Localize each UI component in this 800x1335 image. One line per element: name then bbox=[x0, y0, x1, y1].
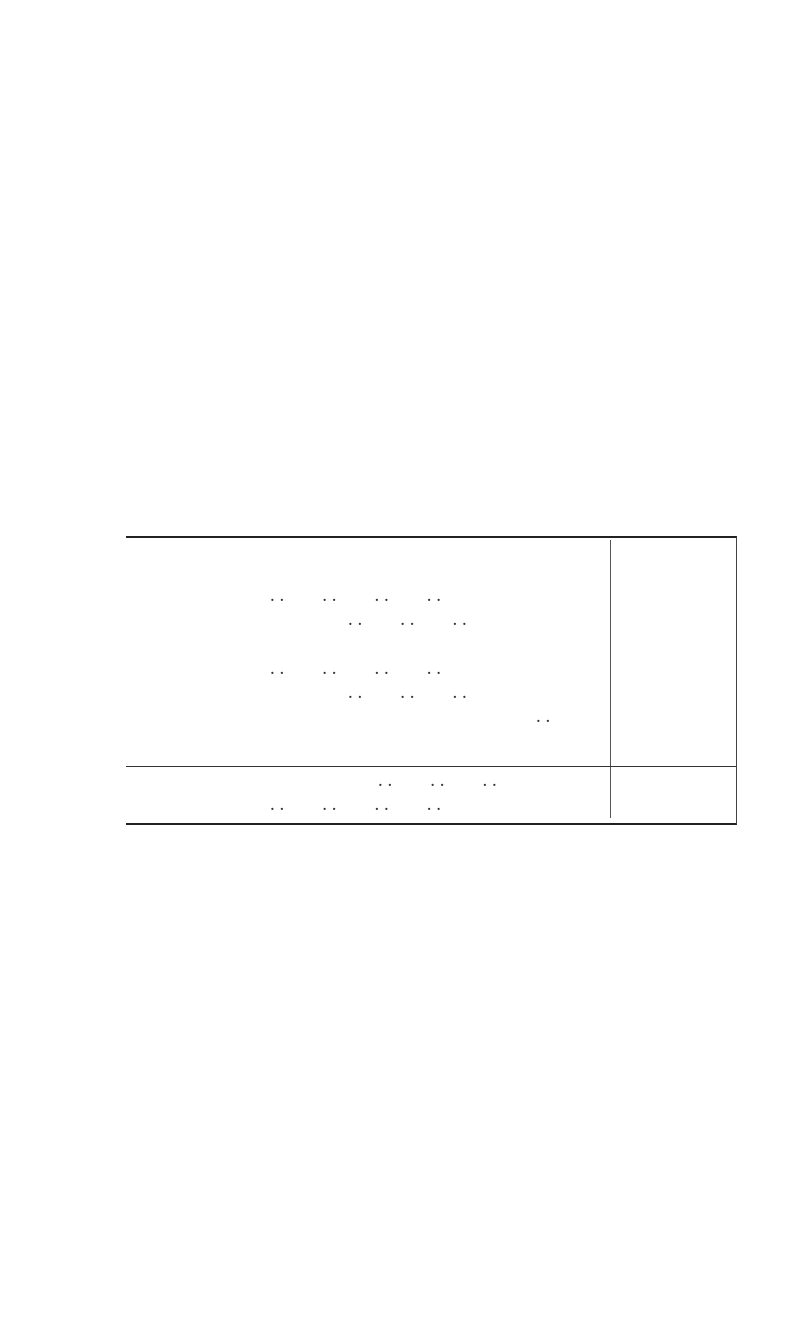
leader-dots: . . . . . . . . bbox=[270, 585, 441, 606]
table-row bbox=[148, 705, 736, 728]
table-row bbox=[148, 608, 736, 631]
leader-dots: . . . . . . . . bbox=[270, 794, 441, 815]
leader-dots: . . . . . . . . bbox=[270, 658, 441, 679]
child-life-paragraph bbox=[126, 187, 736, 211]
home-visiting-paragraph bbox=[126, 416, 736, 440]
table-row bbox=[148, 681, 736, 704]
leader-dots: . . . . . . bbox=[348, 609, 467, 630]
table-row bbox=[148, 657, 736, 680]
table-row bbox=[148, 769, 736, 792]
table-row bbox=[148, 745, 736, 768]
leader-dots: . . bbox=[536, 706, 551, 727]
table-row bbox=[148, 793, 736, 816]
leader-dots: . . . . . . bbox=[348, 682, 467, 703]
leader-dots: . . . . . . bbox=[378, 770, 497, 791]
table-row bbox=[148, 560, 736, 583]
table-row bbox=[148, 584, 736, 607]
table-row bbox=[148, 633, 736, 656]
